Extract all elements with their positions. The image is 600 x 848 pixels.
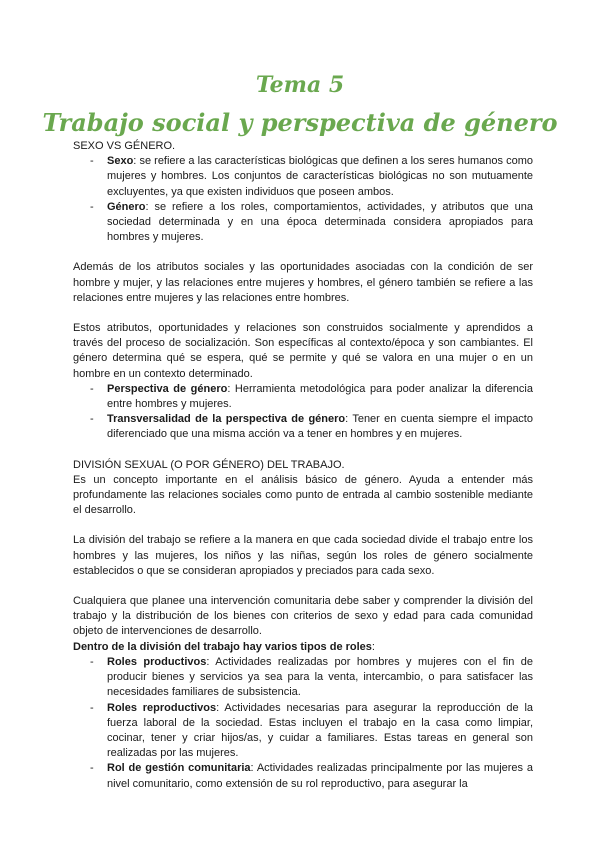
roles-heading [73, 640, 533, 655]
document-body [73, 139, 533, 792]
paragraph-socializacion: Estos atributos, oportunidades y relaciones son construidos socialmente y aprendidos a través del proceso de socialización. Son específicas al contexto/época y son cambiantes. El género determina qué se espera, qué se permite y qué se valora en una mujer o en un hombre en un contexto determinado. [73, 322, 533, 380]
bullet-dash: - [90, 200, 94, 213]
definition-roles-reproductivos: : Actividades necesarias para asegurar la reproducción de la fuerza laboral de la sociedad. Estas incluyen el trabajo en la casa como limpiar, cocinar, tener y criar hijos/as, y cuidar a familiares. Estas tareas en general son realizadas por las mujeres. [107, 701, 534, 760]
list-item-genero [73, 200, 533, 246]
list-item-roles-reproductivos [73, 701, 533, 762]
section-heading-sexo-genero: SEXO VS GÉNERO. [73, 140, 176, 152]
paragraph-division: La división del trabajo se refiere a la manera en que cada sociedad divide el trabajo entre los hombres y las mujeres, los niños y las niñas, según los roles de género socialmente establecidos o que se consideran apropiados y preciados para cada sexo. [73, 534, 533, 577]
paragraph-atributos: Además de los atributos sociales y las oportunidades asociadas con la condición de ser hombre y mujer, y las relaciones entre mujeres y hombres, el género también se refiere a las relaciones entre mujeres y las relaciones entre hombres. [73, 261, 533, 304]
term-transversalidad: Transversalidad de la perspectiva de género [107, 413, 346, 426]
term-perspectiva: Perspectiva de género [107, 382, 228, 395]
perspectiva-list [73, 382, 533, 443]
bullet-dash: - [90, 155, 94, 168]
roles-heading-text: Dentro de la división del trabajo hay varios tipos de roles [73, 640, 372, 653]
definition-sexo: : se refiere a las características biológicas que definen a los seres humanos como mujeres y hombres. Los conjuntos de características biológicas no son mutuamente excluyentes, ya que existen individuos que poseen ambos. [107, 155, 533, 198]
definition-genero: : se refiere a los roles, comportamientos, actividades, y atributos que una sociedad determinada y en una época determinada considera apropiados para hombres y mujeres. [107, 200, 533, 244]
bullet-dash: - [90, 382, 94, 395]
definition-roles-productivos: : Actividades realizadas por hombres y mujeres con el fin de producir bienes y servicios ya sea para la venta, intercambio, o para satisfacer las necesidades familiares de subsistencia. [107, 655, 533, 699]
section-heading-division: DIVISIÓN SEXUAL (O POR GÉNERO) DEL TRABAJO. [73, 458, 345, 471]
roles-list [73, 655, 533, 792]
paragraph-concepto: Es un concepto importante en el análisis básico de género. Ayuda a entender más profundamente las relaciones sociales como punto de entrada al cambio sostenible mediante el desarrollo. [73, 473, 533, 517]
bullet-dash: - [90, 655, 94, 668]
definition-rol-gestion: : Actividades realizadas principalmente por las mujeres a nivel comunitario, como extensión de su rol reproductivo, para asegurar la [107, 762, 533, 790]
paragraph-intervencion: Cualquiera que planee una intervención comunitaria debe saber y comprender la división del trabajo y la distribución de los bienes con criterios de sexo y edad para cada comunidad objeto de intervenciones de desarrollo. [73, 595, 533, 638]
doc-title: Tema 5 [255, 72, 345, 98]
definition-perspectiva: : Herramienta metodológica para poder analizar la diferencia entre hombres y mujeres. [107, 382, 533, 411]
list-item-perspectiva [73, 382, 533, 412]
bullet-dash: - [90, 701, 94, 714]
term-roles-reproductivos: Roles reproductivos [107, 701, 217, 714]
doc-subtitle: Trabajo social y perspectiva de género [42, 108, 558, 137]
list-item-rol-gestion [73, 761, 533, 791]
term-rol-gestion: Rol de gestión comunitaria [107, 762, 251, 775]
term-sexo: Sexo [107, 155, 134, 168]
term-genero: Género [107, 200, 146, 213]
list-item-roles-productivos [73, 655, 533, 701]
bullet-dash: - [90, 413, 94, 426]
bullet-dash: - [90, 762, 94, 775]
definition-transversalidad: : Tener en cuenta siempre el impacto diferenciado que una misma acción va a tener en hombres y en mujeres. [107, 413, 533, 441]
roles-heading-colon: : [371, 640, 375, 653]
list-item-transversalidad [73, 412, 533, 442]
definitions-list [73, 154, 533, 245]
list-item-sexo [73, 154, 533, 200]
term-roles-productivos: Roles productivos [107, 655, 207, 668]
